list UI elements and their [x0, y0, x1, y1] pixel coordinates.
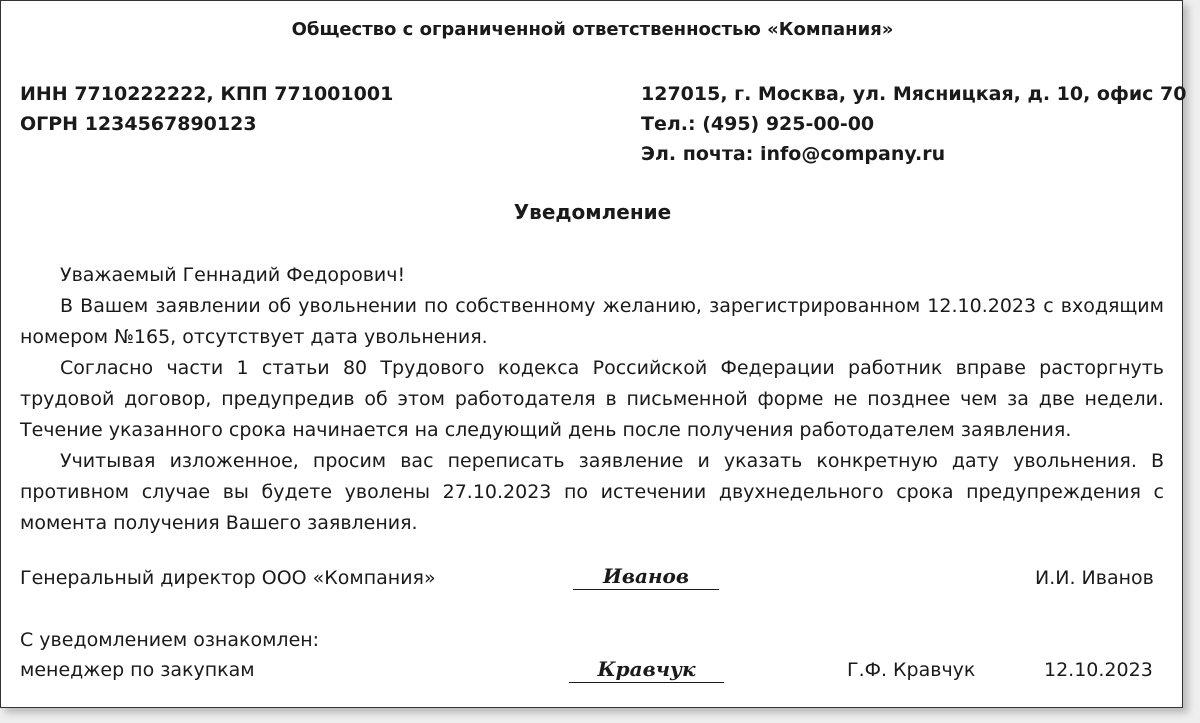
document-title: Уведомление	[513, 200, 672, 224]
requisites-right	[641, 79, 1186, 169]
director-position: Генеральный директор ООО «Компания»	[20, 567, 436, 589]
body-paragraph-3: Учитывая изложенное, просим вас переписать заявление и указать конкретную дату увольнения. В противном случае вы будете уволены 27.10.2023 по истечении двухнедельного срока предупреждения с момента получения Вашего заявления.	[20, 450, 1164, 534]
email: Эл. почта: info@company.ru	[641, 143, 946, 165]
employee-signature: Кравчук	[597, 657, 696, 681]
address: 127015, г. Москва, ул. Мясницкая, д. 10, офис 70	[641, 83, 1187, 105]
director-signature-line	[573, 589, 719, 590]
acknowledgement-label: С уведомлением ознакомлен:	[20, 629, 320, 651]
letter-body	[20, 260, 1164, 539]
acknowledgement-date: 12.10.2023	[1044, 659, 1153, 681]
ogrn: ОГРН 1234567890123	[20, 113, 257, 135]
director-name: И.И. Иванов	[1035, 567, 1154, 589]
employee-signature-line	[569, 682, 724, 683]
organization-name: Общество с ограниченной ответственностью «Компания»	[291, 19, 894, 40]
director-signature: Иванов	[602, 564, 690, 588]
employee-name: Г.Ф. Кравчук	[847, 659, 976, 681]
body-paragraph-2: Согласно части 1 статьи 80 Трудового кодекса Российской Федерации работник вправе расторгнуть трудовой договор, предупредив об этом работодателя в письменной форме не позднее чем за две недели. Течение указанного срока начинается на следующий день после получения работодателем заявления.	[20, 357, 1164, 441]
employee-position: менеджер по закупкам	[20, 659, 255, 681]
phone: Тел.: (495) 925-00-00	[641, 113, 875, 135]
greeting: Уважаемый Геннадий Федорович!	[60, 264, 406, 286]
inn-kpp: ИНН 7710222222, КПП 771001001	[20, 83, 394, 105]
requisites-left	[20, 79, 393, 139]
body-paragraph-1: В Вашем заявлении об увольнении по собственному желанию, зарегистрированном 12.10.2023 с входящим номером №165, отсутствует дата увольнения.	[20, 295, 1164, 348]
